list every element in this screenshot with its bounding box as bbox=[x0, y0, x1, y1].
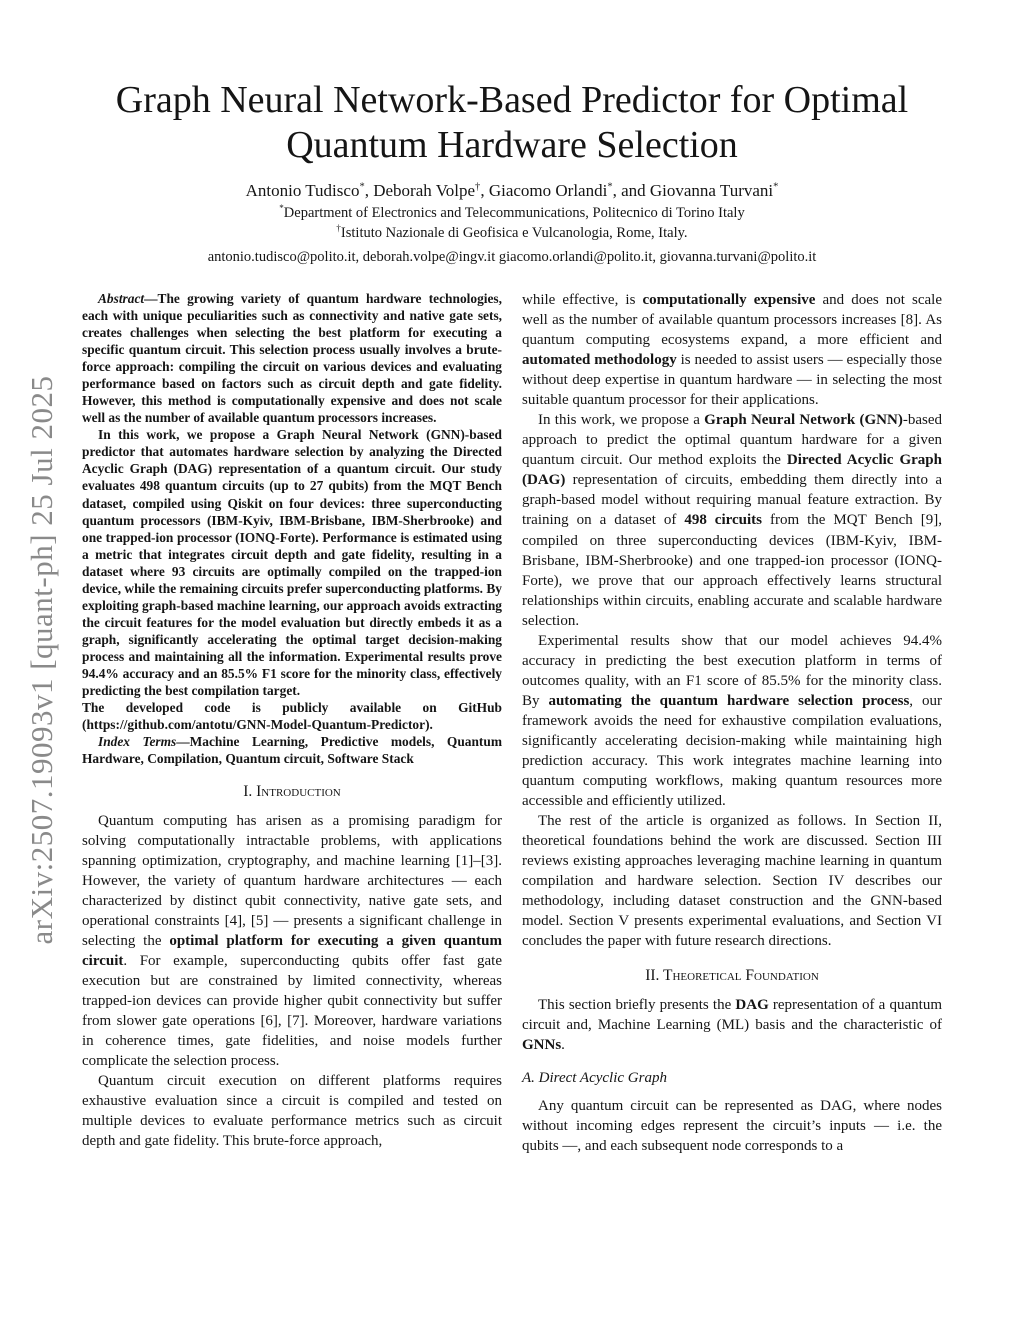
right-column bbox=[522, 290, 942, 1156]
intro-paragraph-1: Quantum computing has arisen as a promising paradigm for solving computationally intractable problems, with applications spanning optimization, cryptography, and machine learning [1]–[3]. However, the variety of quantum hardware architectures — each characterized by distinct qubit connectivity, native gate sets, and operational constraints [4], [5] — presents a significant challenge in selecting the optimal platform for executing a given quantum circuit. For example, superconducting qubits offer fast gate execution but are constrained by limited connectivity, whereas trapped-ion devices can provide higher qubit connectivity but suffer from slower gate operations [6], [7]. Moreover, hardware variations in coherence times, gate fidelities, and noise models further complicate the selection process. bbox=[82, 812, 502, 1069]
outline-paragraph: The rest of the article is organized as follows. In Section II, theoretical foundations behind the work are discussed. Section III reviews existing approaches leveraging machine learning in quantum compilation and hardware selection. Section IV describes our methodology, including dataset construction and the GNN-based model. Section V presents experimental evaluations, and Section VI concludes the paper with future research directions. bbox=[522, 812, 942, 949]
results-paragraph: Experimental results show that our model achieves 94.4% accuracy in predicting the best execution platform in terms of outcomes quality, with an F1 score of 85.5% for the minority class. By automating the quantum hardware selection process, our framework avoids the need for exhaustive compilation evaluations, significantly accelerating decision-making while maintaining high prediction accuracy. This work integrates machine learning into quantum computing workflows, making quantum resources more accessible and efficiently utilized. bbox=[522, 632, 942, 809]
code-availability: The developed code is publicly available on GitHub (https://github.com/antotu/GNN-Model-Quantum-Predictor). bbox=[82, 699, 502, 732]
intro-paragraph-2-cont: while effective, is computationally expensive and does not scale well as the number of available quantum processors increases [8]. As quantum computing ecosystems expand, a more efficient and automated methodology is needed to assist users — especially those without deep expertise in quantum hardware — in selecting the most suitable quantum processor for their applications. bbox=[522, 292, 942, 409]
intro-paragraph-2: Quantum circuit execution on different platforms requires exhaustive evaluation since a circuit is compiled and tested on multiple devices to evaluate performance metrics such as circuit depth and gate fidelity. This brute-force approach, bbox=[82, 1072, 502, 1149]
two-column-body bbox=[82, 290, 942, 1156]
affiliation-1: *Department of Electronics and Telecommunications, Politecnico di Torino Italy bbox=[279, 202, 745, 221]
authors-line: Antonio Tudisco*, Deborah Volpe†, Giacomo Orlandi*, and Giovanna Turvani* bbox=[245, 180, 779, 200]
index-terms: Index Terms—Machine Learning, Predictive models, Quantum Hardware, Compilation, Quantum circuit, Software Stack bbox=[82, 733, 502, 766]
abstract-paragraph-1: Abstract—The growing variety of quantum hardware technologies, each with unique peculiarities such as connectivity and native gate sets, creates challenges when selecting the best platform for executing a specific quantum circuit. This selection process usually involves a brute-force approach: compiling the circuit on various devices and evaluating performance based on factors such as circuit depth and gate fidelity. However, this method is computationally expensive and does not scale well as the number of available quantum processors increases. bbox=[82, 291, 502, 426]
paper-title bbox=[0, 78, 1024, 168]
theory-intro-paragraph: This section briefly presents the DAG representation of a quantum circuit and, Machine Learning (ML) basis and the characteristic of GNNs. bbox=[522, 996, 942, 1053]
section-heading-introduction: I. Introduction bbox=[243, 782, 341, 800]
arxiv-watermark: arXiv:2507.19093v1 [quant-ph] 25 Jul 2025 bbox=[24, 375, 59, 945]
left-column bbox=[82, 290, 502, 1156]
subsection-heading-dag: A. Direct Acyclic Graph bbox=[522, 1069, 667, 1086]
section-heading-theoretical-foundation: II. Theoretical Foundation bbox=[645, 966, 819, 984]
paper-title-line2: Quantum Hardware Selection bbox=[286, 123, 738, 166]
contribution-paragraph: In this work, we propose a Graph Neural Network (GNN)-based approach to predict the optimal quantum hardware for a given quantum circuit. Our method exploits the Directed Acyclic Graph (DAG) representation of circuits, embedding them directly into a graph-based model without requiring manual feature extraction. By training on a dataset of 498 circuits from the MQT Bench [9], compiled on three superconducting devices (IBM-Kyiv, IBM-Brisbane, IBM-Sherbrooke) and one trapped-ion processor (IONQ-Forte), we prove that our approach effectively learns structural relationships within circuits, enabling accurate and scalable hardware selection. bbox=[522, 412, 943, 629]
dag-paragraph: Any quantum circuit can be represented as DAG, where nodes without incoming edges represent the circuit’s inputs — i.e. the qubits —, and each subsequent node corresponds to a bbox=[522, 1097, 942, 1154]
paper-header bbox=[0, 0, 1024, 266]
paper-title-line1: Graph Neural Network-Based Predictor for Optimal bbox=[115, 79, 909, 121]
affiliation-2: †Istituto Nazionale di Geofisica e Vulcanologia, Rome, Italy. bbox=[336, 223, 688, 242]
authors-emails: antonio.tudisco@polito.it, deborah.volpe@ingv.it giacomo.orlandi@polito.it, giovanna.turvani@polito.it bbox=[207, 249, 817, 266]
abstract-paragraph-2: In this work, we propose a Graph Neural Network (GNN)-based predictor that automates hardware selection by analyzing the Directed Acyclic Graph (DAG) representation of a quantum circuit. Our study evaluates 498 quantum circuits (up to 27 qubits) from the MQT Bench dataset, compiled using Qiskit on four devices: three superconducting quantum processors (IBM-Kyiv, IBM-Brisbane, IBM-Sherbrooke) and one trapped-ion processor (IONQ-Forte). Performance is estimated using a metric that integrates circuit depth and gate fidelity, resulting in a dataset where 93 circuits are optimally compiled on the trapped-ion device, while the remaining circuits prefer superconducting platforms. By exploiting graph-based machine learning, our approach avoids extracting the circuit features for the model evaluation but directly embeds it as a graph, significantly accelerating the optimal target decision-making process and maintaining all the information. Experimental results prove 94.4% accuracy and an 85.5% F1 score for the minority class, effectively predicting the best compilation target. bbox=[82, 427, 502, 698]
